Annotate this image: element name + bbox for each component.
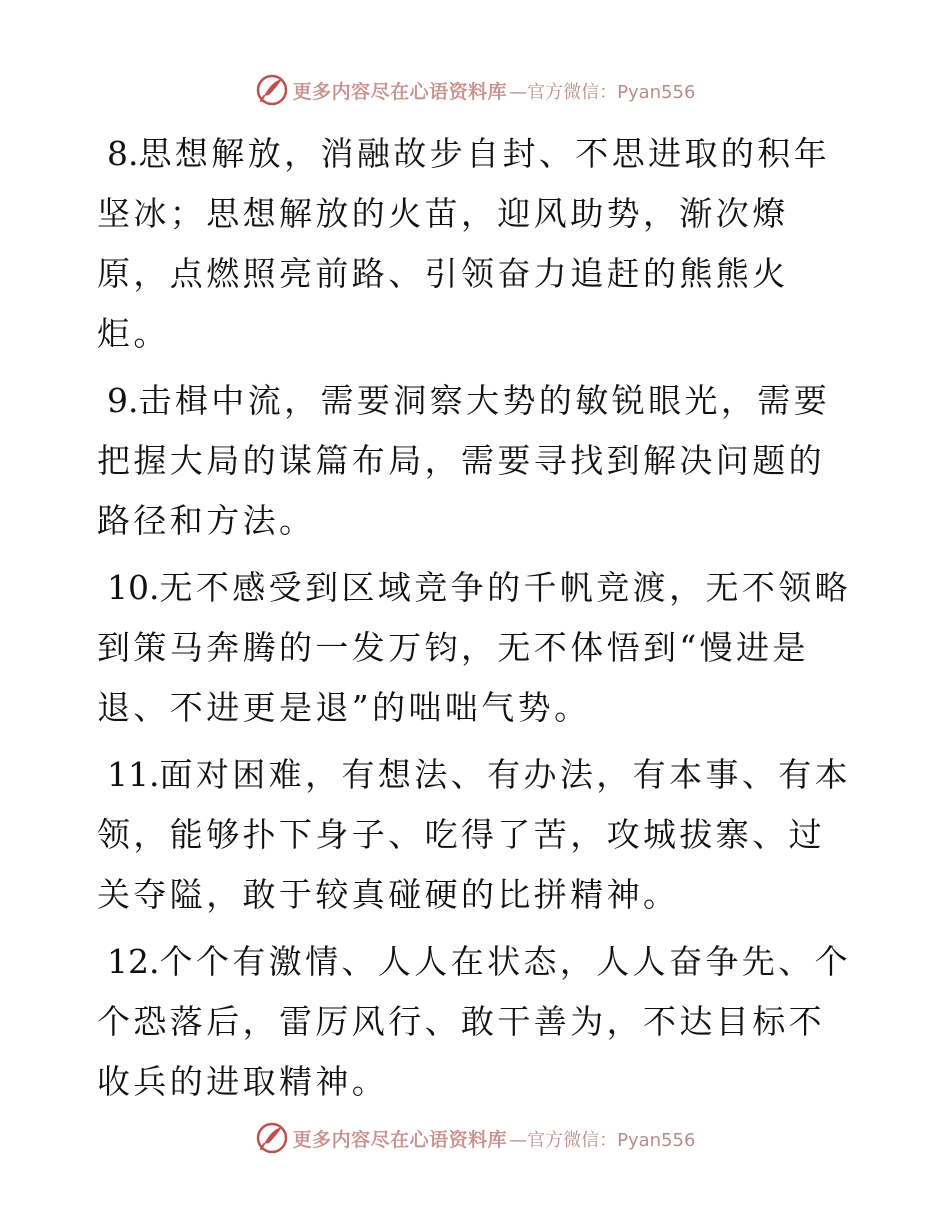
- paragraph-text: 思想解放，消融故步自封、不思进取的积年坚冰；思想解放的火苗，迎风助势，渐次燎原，点燃照亮前路、引领奋力追赶的熊熊火炬。: [97, 134, 831, 353]
- paragraph-text: 面对困难，有想法、有办法，有本事、有本领，能够扑下身子、吃得了苦，攻城拔寨、过关夺隘，敢于较真碰硬的比拼精神。: [97, 755, 852, 914]
- paragraph-number: 9.: [107, 381, 139, 420]
- pen-logo-icon: [255, 73, 289, 107]
- paragraph-text: 击楫中流，需要洞察大势的敏锐眼光，需要把握大局的谋篇布局，需要寻找到解决问题的路径和方法。: [97, 381, 831, 540]
- paragraph-10: [97, 558, 857, 738]
- footer-watermark-sub: —官方微信：Pyan556: [509, 1129, 696, 1151]
- paragraph-9: [97, 371, 857, 551]
- document-body: [97, 124, 857, 1119]
- footer-watermark: [0, 1118, 950, 1158]
- footer-watermark-main: 更多内容尽在心语资料库: [292, 1128, 508, 1151]
- header-watermark: [0, 70, 950, 110]
- paragraph-12: [97, 932, 857, 1112]
- paragraph-number: 11.: [107, 755, 160, 794]
- paragraph-11: [97, 745, 857, 925]
- header-watermark-main: 更多内容尽在心语资料库: [292, 80, 508, 103]
- paragraph-8: [97, 124, 857, 364]
- pen-logo-icon: [255, 1121, 289, 1155]
- paragraph-text: 个个有激情、人人在状态，人人奋争先、个个恐落后，雷厉风行、敢干善为，不达目标不收兵的进取精神。: [97, 942, 852, 1101]
- paragraph-text: 无不感受到区域竞争的千帆竞渡，无不领略到策马奔腾的一发万钧，无不体悟到“慢进是退、不进更是退”的咄咄气势。: [97, 568, 852, 727]
- paragraph-number: 8.: [107, 134, 139, 173]
- header-watermark-sub: —官方微信：Pyan556: [509, 81, 696, 103]
- paragraph-number: 10.: [107, 568, 160, 607]
- paragraph-number: 12.: [107, 942, 160, 981]
